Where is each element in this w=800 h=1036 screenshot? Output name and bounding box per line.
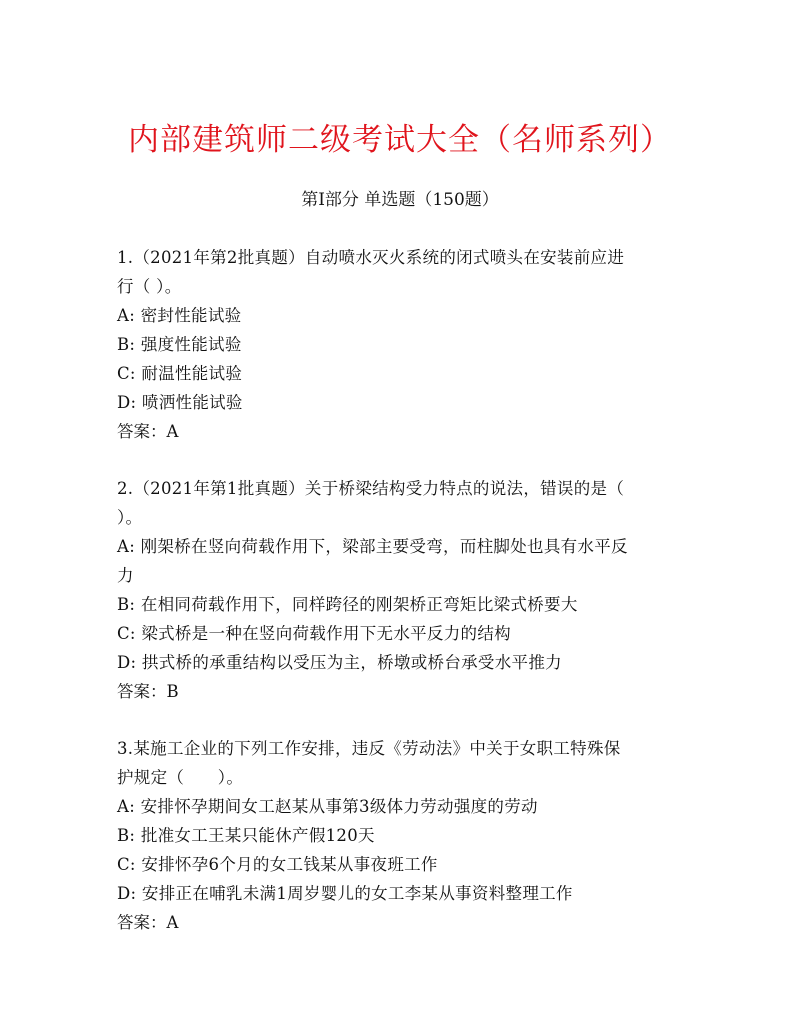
question-stem-line: 护规定（ ）。 — [117, 768, 244, 787]
option-b: B: 在相同荷载作用下，同样跨径的刚架桥正弯矩比梁式桥要大 — [117, 595, 578, 614]
question-1 — [117, 243, 687, 446]
question-stem-line: ）。 — [117, 508, 143, 527]
question-2 — [117, 474, 687, 706]
option-b: B: 强度性能试验 — [117, 335, 242, 354]
answer-text: 答案：A — [117, 422, 179, 441]
option-d: D: 喷洒性能试验 — [117, 393, 243, 412]
option-c: C: 安排怀孕6个月的女工钱某从事夜班工作 — [117, 855, 438, 874]
answer-text: 答案：A — [117, 913, 179, 932]
option-a-continued: 力 — [117, 566, 134, 585]
option-c: C: 梁式桥是一种在竖向荷载作用下无水平反力的结构 — [117, 624, 511, 643]
document-title: 内部建筑师二级考试大全（名师系列） — [128, 122, 672, 158]
option-c: C: 耐温性能试验 — [117, 364, 243, 383]
option-b: B: 批准女工王某只能休产假120天 — [117, 826, 375, 845]
option-a: A: 安排怀孕期间女工赵某从事第3级体力劳动强度的劳动 — [117, 797, 538, 816]
option-a: A: 密封性能试验 — [117, 306, 242, 325]
question-stem-line: 行（ ）。 — [117, 277, 182, 296]
question-stem-line: 3.某施工企业的下列工作安排，违反《劳动法》中关于女职工特殊保 — [117, 739, 621, 758]
question-stem-line: 1.（2021年第2批真题）自动喷水灭火系统的闭式喷头在安装前应进 — [117, 248, 625, 267]
question-stem-line: 2.（2021年第1批真题）关于桥梁结构受力特点的说法，错误的是（ — [117, 479, 625, 498]
option-d: D: 拱式桥的承重结构以受压为主，桥墩或桥台承受水平推力 — [117, 653, 562, 672]
question-list — [117, 243, 687, 965]
option-a: A: 刚架桥在竖向荷载作用下，梁部主要受弯，而柱脚处也具有水平反 — [117, 537, 628, 556]
section-heading: 第Ⅰ部分 单选题（150题） — [301, 190, 499, 210]
answer-text: 答案：B — [117, 682, 179, 701]
question-3 — [117, 734, 687, 937]
option-d: D: 安排正在哺乳未满1周岁婴儿的女工李某从事资料整理工作 — [117, 884, 573, 903]
